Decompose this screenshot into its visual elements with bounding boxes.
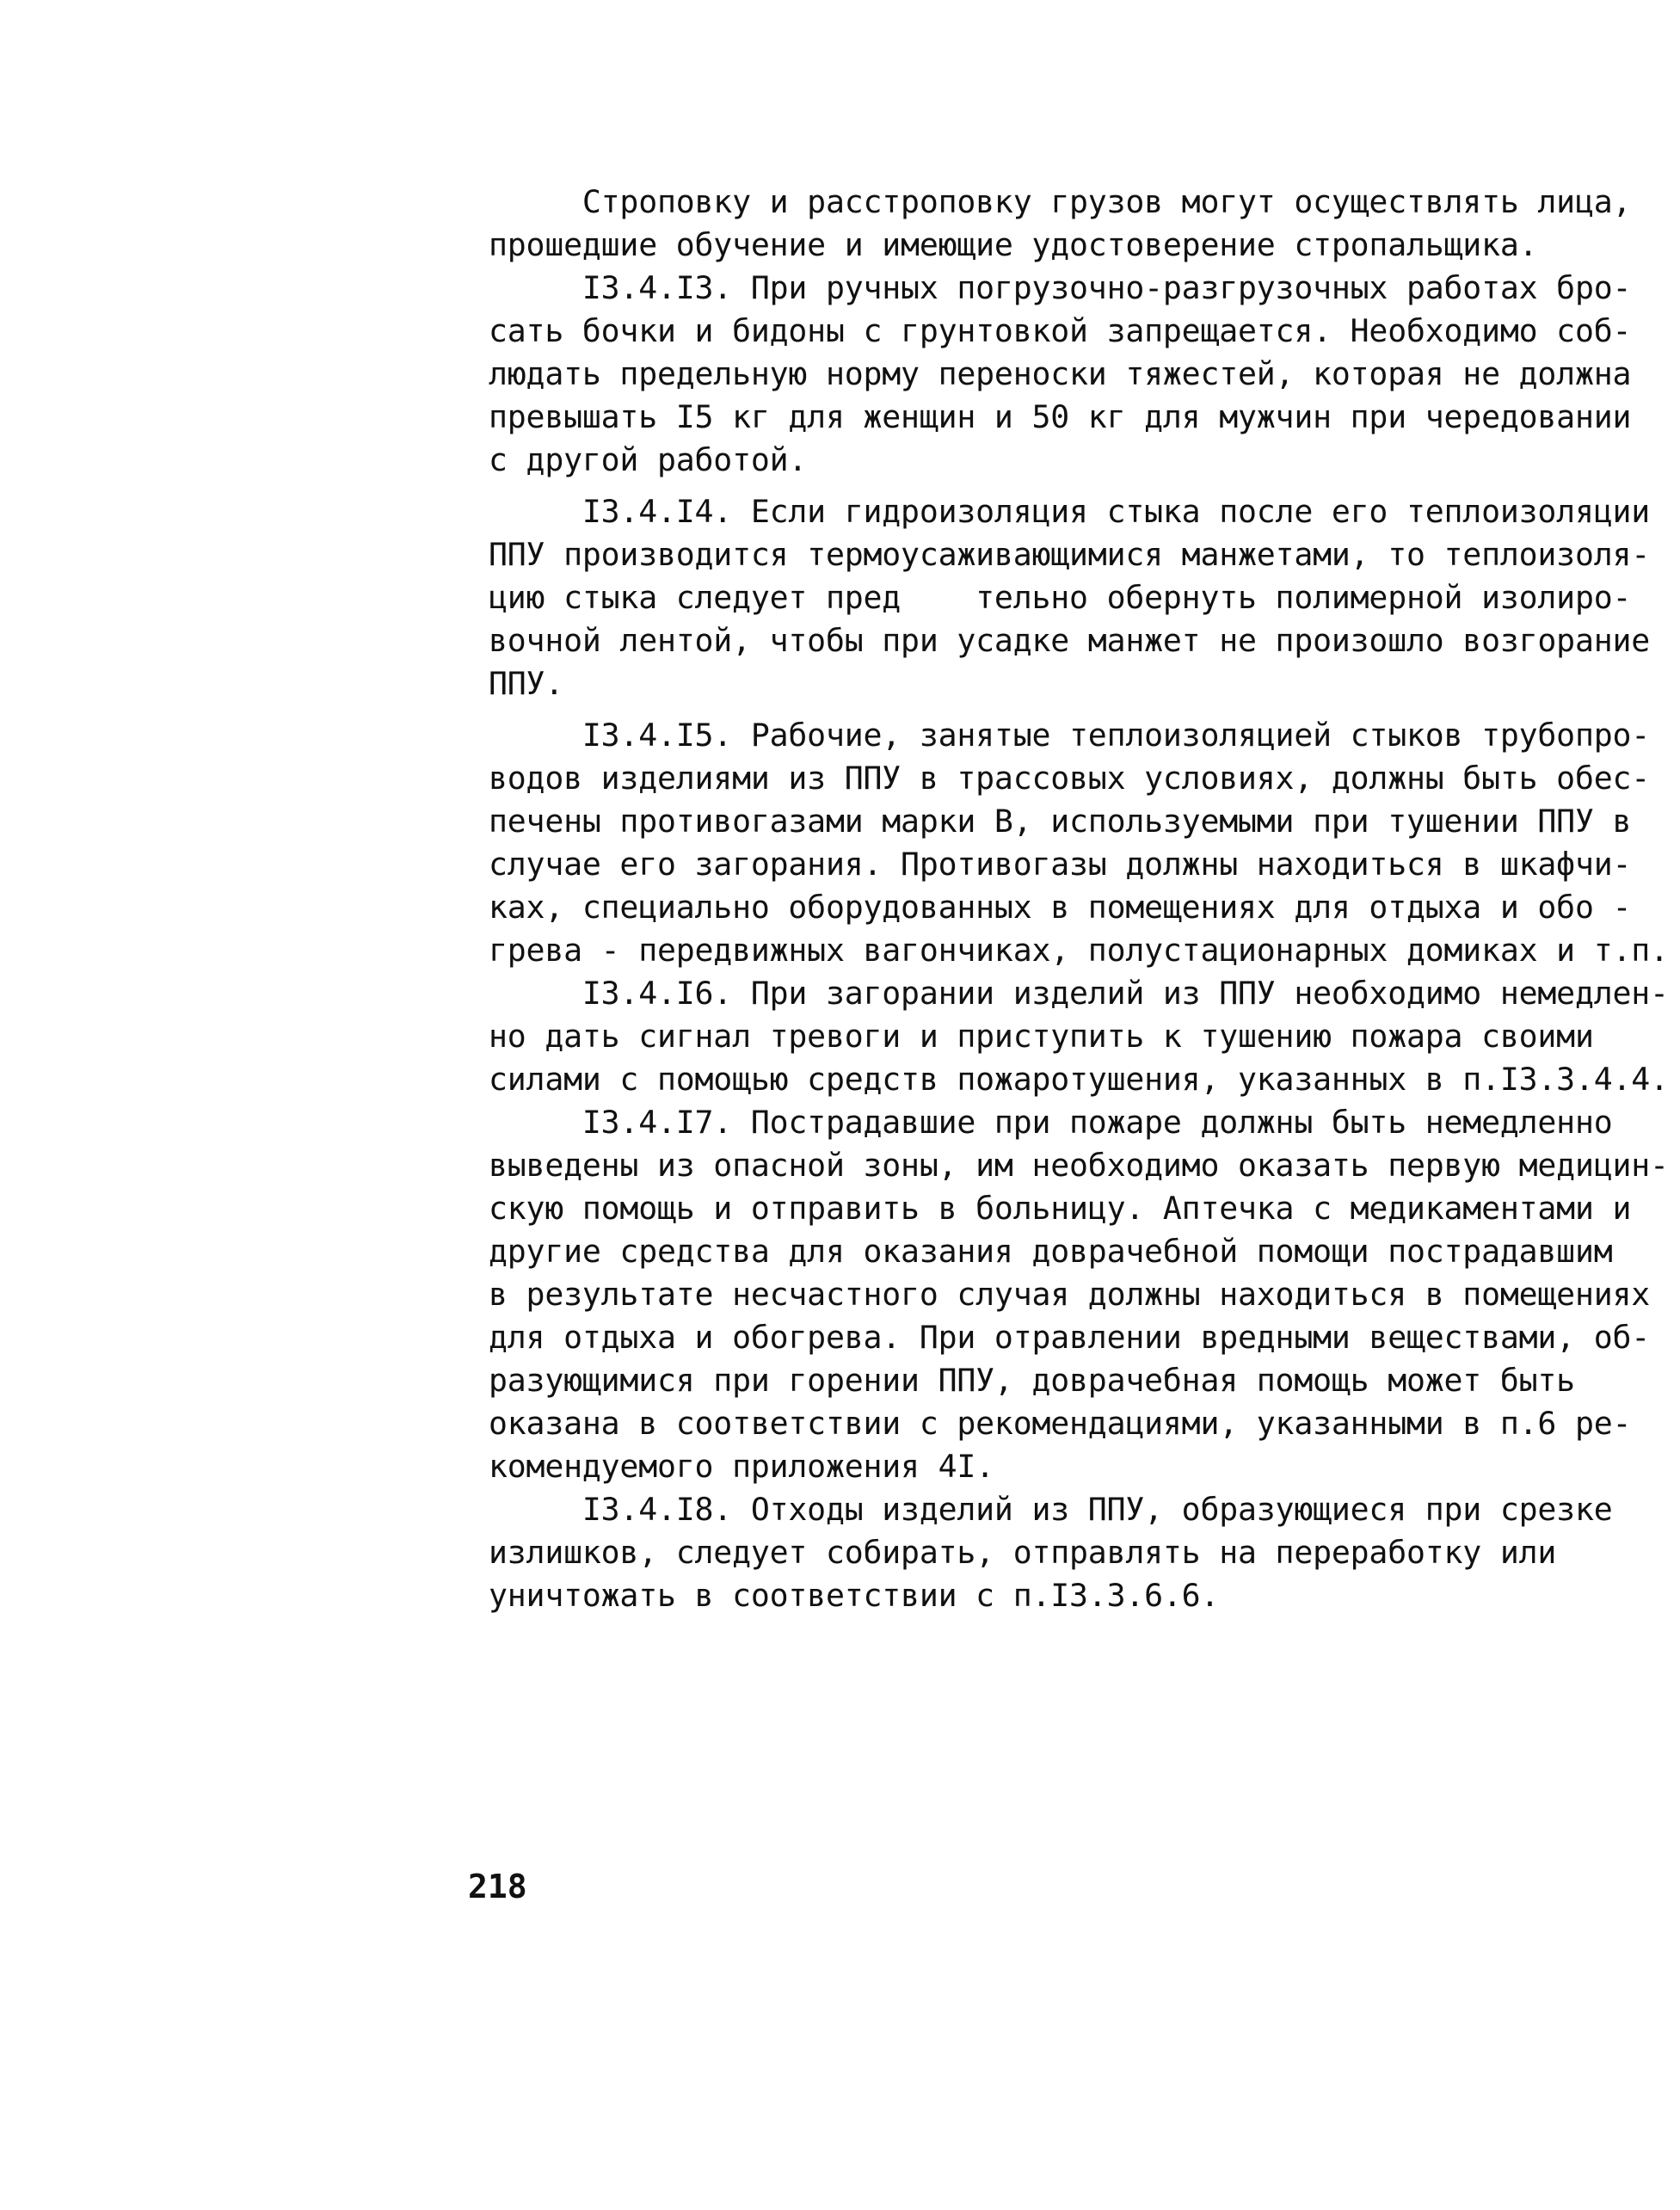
text-line: сать бочки и бидоны с грунтовкой запрещается. Необходимо соб- bbox=[489, 312, 1632, 349]
text-line: ках, специально оборудованных в помещениях для отдыха и обо - bbox=[489, 889, 1632, 926]
text-line: I3.4.I4. Если гидроизоляция стыка после его теплоизоляции bbox=[489, 493, 1651, 530]
text-line: другие средства для оказания доврачебной помощи пострадавшим bbox=[489, 1233, 1613, 1270]
text-line: вочной лентой, чтобы при усадке манжет не произошло возгорание bbox=[489, 622, 1651, 659]
text-line: оказана в соответствии с рекомендациями, указанными в п.6 ре- bbox=[489, 1405, 1632, 1442]
text-line: силами с помощью средств пожаротушения, указанных в п.I3.3.4.4. bbox=[489, 1061, 1669, 1098]
text-line: комендуемого приложения 4I. bbox=[489, 1448, 994, 1485]
text-line: но дать сигнал тревоги и приступить к тушению пожара своими bbox=[489, 1018, 1594, 1055]
text-line: водов изделиями из ППУ в трассовых условиях, должны быть обес- bbox=[489, 760, 1651, 797]
text-line: I3.4.I7. Пострадавшие при пожаре должны быть немедленно bbox=[489, 1104, 1613, 1141]
text-line: ППУ. bbox=[489, 665, 564, 702]
text-line: цию стыка следует пред тельно обернуть полимерной изолиро- bbox=[489, 579, 1632, 616]
text-line: I3.4.I8. Отходы изделий из ППУ, образующиеся при срезке bbox=[489, 1491, 1613, 1528]
text-line: прошедшие обучение и имеющие удостоверение стропальщика. bbox=[489, 226, 1538, 263]
text-line: Строповку и расстроповку грузов могут осуществлять лица, bbox=[489, 183, 1632, 220]
text-line: I3.4.I5. Рабочие, занятые теплоизоляцией стыков трубопро- bbox=[489, 717, 1651, 754]
text-line: случае его загорания. Противогазы должны находиться в шкафчи- bbox=[489, 846, 1632, 883]
text-line: грева - передвижных вагончиках, полустационарных домиках и т.п. bbox=[489, 932, 1669, 969]
text-line: I3.4.I3. При ручных погрузочно-разгрузочных работах бро- bbox=[489, 269, 1632, 306]
text-line: уничтожать в соответствии с п.I3.3.6.6. bbox=[489, 1577, 1220, 1614]
text-line: выведены из опасной зоны, им необходимо оказать первую медицин- bbox=[489, 1147, 1669, 1184]
text-line: людать предельную норму переноски тяжестей, которая не должна bbox=[489, 355, 1632, 392]
text-line: скую помощь и отправить в больницу. Аптечка с медикаментами и bbox=[489, 1190, 1632, 1227]
text-line: ППУ производится термоусаживающимися манжетами, то теплоизоля- bbox=[489, 536, 1651, 573]
text-line: превышать I5 кг для женщин и 50 кг для мужчин при чередовании bbox=[489, 398, 1632, 435]
page-number: 218 bbox=[468, 1868, 527, 1905]
text-line: излишков, следует собирать, отправлять на переработку или bbox=[489, 1534, 1557, 1571]
text-line: в результате несчастного случая должны находиться в помещениях bbox=[489, 1276, 1651, 1313]
text-line: печены противогазами марки В, используемыми при тушении ППУ в bbox=[489, 803, 1632, 840]
text-line: I3.4.I6. При загорании изделий из ППУ необходимо немедлен- bbox=[489, 975, 1669, 1012]
text-line: для отдыха и обогрева. При отравлении вредными веществами, об- bbox=[489, 1319, 1651, 1356]
text-line: разующимися при горении ППУ, доврачебная помощь может быть bbox=[489, 1362, 1575, 1399]
text-line: с другой работой. bbox=[489, 441, 808, 478]
